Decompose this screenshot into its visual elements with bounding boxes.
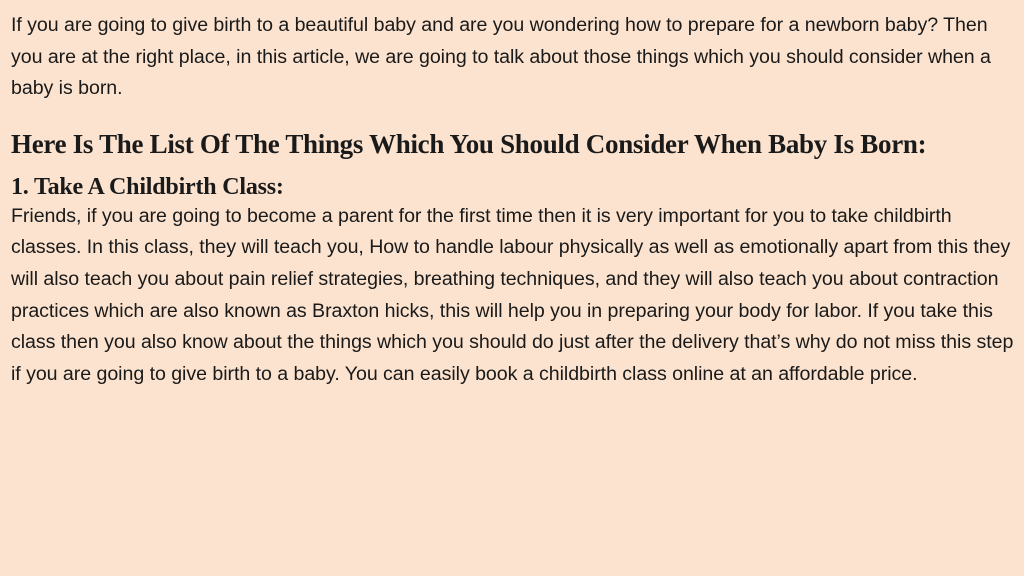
intro-paragraph: If you are going to give birth to a beautiful baby and are you wondering how to prepare for a newborn baby? Then you are at the right place, in this article, we are going to talk about those things which you should consider when a baby is born. — [11, 14, 991, 100]
section-heading: 1. Take A Childbirth Class: — [11, 173, 284, 200]
main-heading: Here Is The List Of The Things Which You Should Consider When Baby Is Born: — [11, 128, 927, 159]
section-body-paragraph: Friends, if you are going to become a parent for the first time then it is very important for you to take childbirth classes. In this class, they will teach you, How to handle labour physically as well as emotionally apart from this they will also teach you about pain relief strategies, breathing techniques, and they will also teach you about contraction practices which are also known as Braxton hicks, this will help you in preparing your body for labor. If you take this class then you also know about the things which you should do just after the delivery that’s why do not miss this step if you are going to give birth to a baby. You can easily book a childbirth class online at an affordable price. — [11, 204, 1014, 385]
